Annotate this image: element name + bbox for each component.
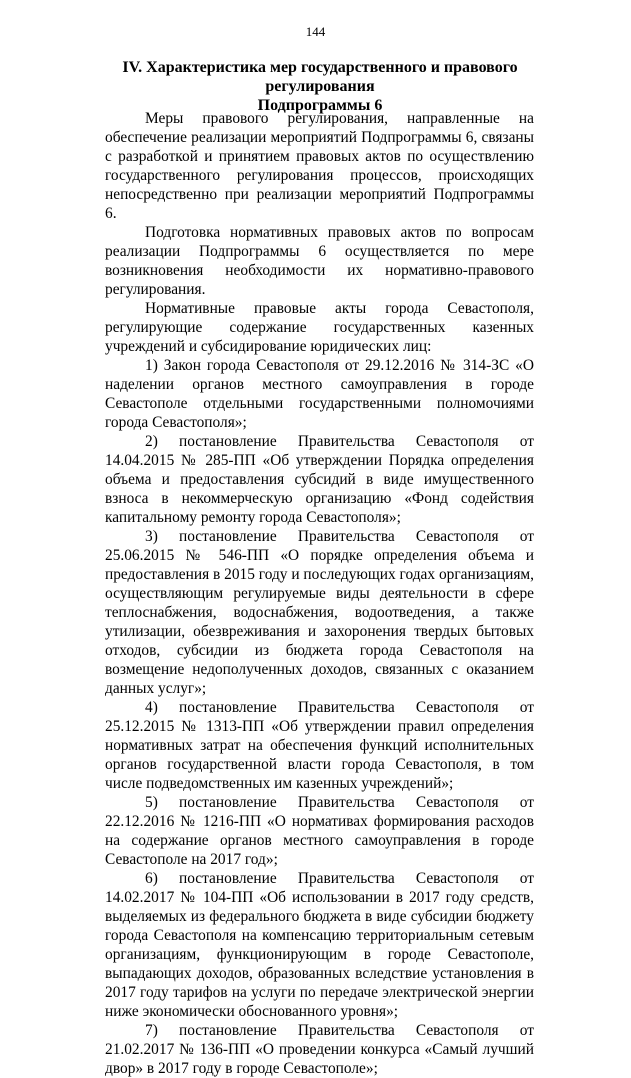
section-heading-line-2: Подпрограммы 6	[257, 97, 383, 114]
list-item-4: 4) постановление Правительства Севастополя от 25.12.2015 № 1313-ПП «Об утверждении правил определения нормативных затрат на обеспечения функций исполнительных органов государственной власти города Севастополя, в том числе подведомственных им казенных учреждений»;	[105, 699, 534, 792]
body-text	[105, 109, 534, 1078]
paragraph-preparation: Подготовка нормативных правовых актов по вопросам реализации Подпрограммы 6 осуществляется по мере возникновения необходимости их нормативно-правового регулирования.	[105, 224, 534, 298]
section-heading	[100, 58, 540, 115]
list-item-6: 6) постановление Правительства Севастополя от 14.02.2017 № 104-ПП «Об использовании в 2017 году средств, выделяемых из федерального бюджета в виде субсидии бюджету города Севастополя на компенсацию территориальным сетевым организациям, функционирующим в городе Севастополе, выпадающих доходов, образованных вследствие установления в 2017 году тарифов на услуги по передаче электрической энергии ниже экономически обоснованного уровня»;	[105, 870, 534, 1020]
paragraph-acts-list-intro: Нормативные правовые акты города Севастополя, регулирующие содержание государственных казенных учреждений и субсидирование юридических лиц:	[105, 300, 534, 355]
section-heading-line-1: IV. Характеристика мер государственного и правового регулирования	[122, 59, 518, 95]
list-item-5: 5) постановление Правительства Севастополя от 22.12.2016 № 1216-ПП «О нормативах формирования расходов на содержание органов местного самоуправления в городе Севастополе на 2017 год»;	[105, 794, 534, 868]
list-item-3: 3) постановление Правительства Севастополя от 25.06.2015 № 546-ПП «О порядке определения объема и предоставления в 2015 году и последующих годах организациям, осуществляющим регулируемые виды деятельности в сфере теплоснабжения, водоснабжения, водоотведения, а также утилизации, обезвреживания и захоронения твердых бытовых отходов, субсидии из бюджета города Севастополя на возмещение недополученных доходов, связанных с оказанием данных услуг»;	[105, 528, 534, 697]
paragraph-intro-measures: Меры правового регулирования, направленные на обеспечение реализации мероприятий Подпрограммы 6, связаны с разработкой и принятием правовых актов по осуществлению государственного регулирования процессов, происходящих непосредственно при реализации мероприятий Подпрограммы 6.	[105, 110, 534, 222]
list-item-1: 1) Закон города Севастополя от 29.12.2016 № 314-ЗС «О наделении органов местного самоуправления в городе Севастополе отдельными государственными полномочиями города Севастополя»;	[105, 357, 534, 431]
list-item-2: 2) постановление Правительства Севастополя от 14.04.2015 № 285-ПП «Об утверждении Порядка определения объема и предоставления субсидий в виде имущественного взноса в некоммерческую организацию «Фонд содействия капитальному ремонту города Севастополя»;	[105, 433, 534, 526]
list-item-7: 7) постановление Правительства Севастополя от 21.02.2017 № 136-ПП «О проведении конкурса «Самый лучший двор» в 2017 году в городе Севастополе»;	[105, 1022, 534, 1077]
page-number: 144	[305, 24, 326, 39]
